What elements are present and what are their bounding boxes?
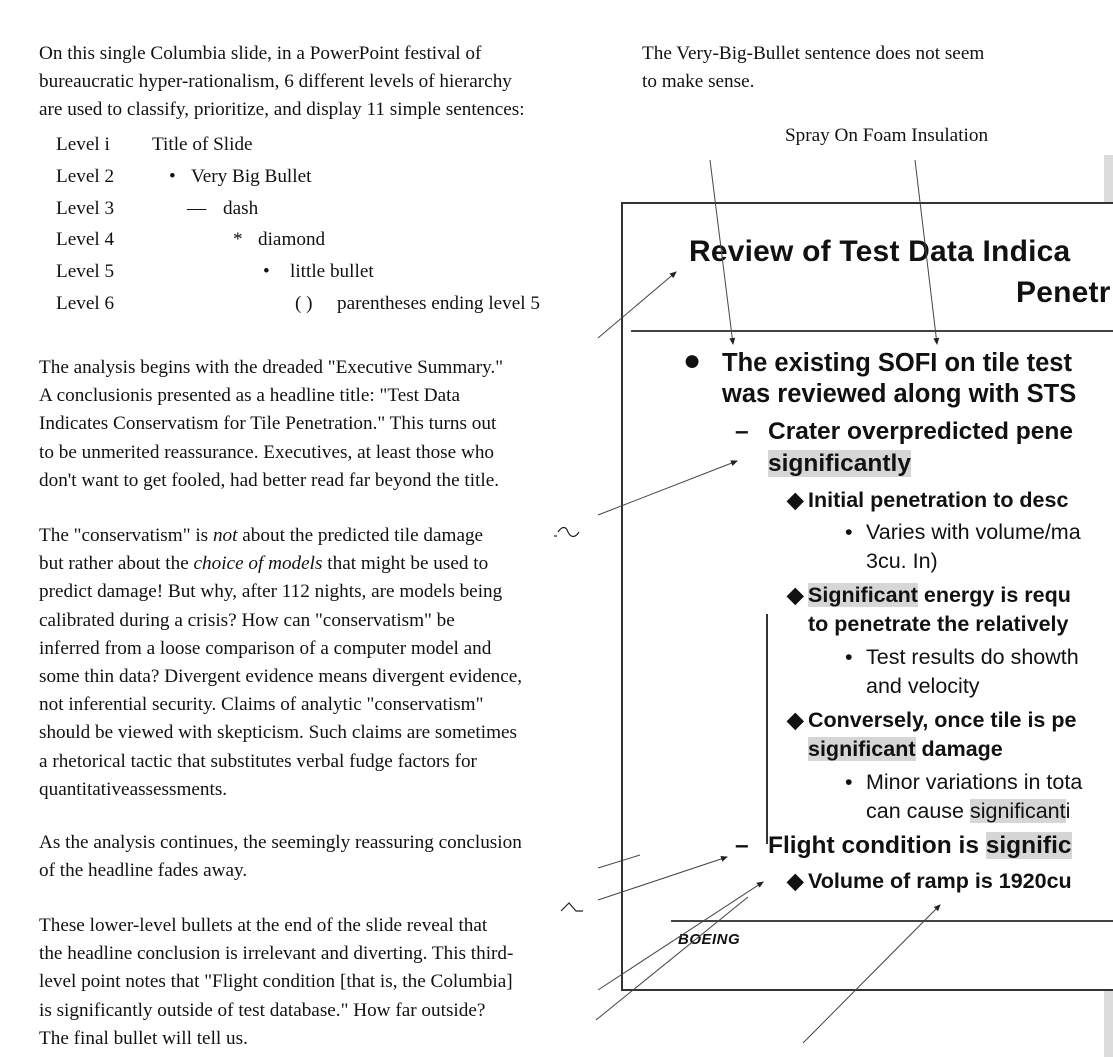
paragraph-line: level point notes that "Flight condition [that is, the Columbia] — [39, 971, 513, 993]
paragraph-line: These lower-level bullets at the end of the slide reveal that — [39, 915, 488, 936]
very-big-bullet-icon: ● — [683, 344, 702, 377]
spray-on-foam-label: Spray On Foam Insulation — [785, 125, 989, 146]
level-item — [169, 163, 311, 191]
headline-fades-paragraph — [39, 829, 584, 885]
l2-line: The existing SOFI on tile test — [722, 349, 1072, 377]
l3-line: Crater overpredicted pene — [768, 418, 1073, 445]
margin-bar — [766, 614, 768, 844]
paragraph-line: The analysis begins with the dreaded "Executive Summary." — [39, 357, 504, 378]
caption-line: The Very-Big-Bullet sentence does not seem — [642, 43, 985, 64]
paragraph-line: not inferential security. Claims of analytic "conservatism" — [39, 694, 484, 716]
level-row — [56, 290, 596, 322]
l4-line: Conversely, once tile is pe — [808, 708, 1077, 732]
diamond-icon: ◆ — [787, 708, 804, 732]
caption-line: to make sense. — [642, 71, 755, 93]
level-text: little bullet — [290, 261, 374, 283]
level-text: dash — [223, 197, 259, 219]
little-bullet-marker: • — [263, 261, 270, 283]
l5-line: Varies with volume/ma — [866, 520, 1081, 544]
bullet-marker: • — [169, 165, 176, 187]
level-item — [152, 131, 253, 159]
l5-line: 3cu. In) — [866, 549, 938, 573]
diamond-icon: ◆ — [787, 488, 804, 512]
l4-line: to penetrate the relatively — [808, 612, 1069, 636]
emphasis-text: choice of models — [193, 553, 323, 575]
paragraph-line: of the headline fades away. — [39, 860, 248, 882]
level-item — [295, 290, 540, 318]
paragraph-line: calibrated during a crisis? How can "conservatism" be — [39, 609, 455, 631]
level-name: Level 6 — [56, 292, 115, 314]
paragraph-line: should be viewed with skepticism. Such claims are sometimes — [39, 722, 518, 744]
boeing-logo: BOEING — [678, 931, 741, 948]
level-text: diamond — [258, 229, 326, 251]
level-name: Level i — [56, 134, 110, 155]
level-row — [56, 131, 596, 163]
slide-title-rule — [631, 330, 1113, 332]
paragraph-line: inferred from a loose comparison of a computer model and — [39, 637, 492, 659]
level-row — [56, 163, 596, 195]
paragraph-line: the headline conclusion is irrelevant and diverting. This third- — [39, 943, 514, 965]
level-text: Very Big Bullet — [191, 165, 312, 187]
little-bullet-icon: • — [845, 645, 853, 669]
paragraph-line: Indicates Conservatism for Tile Penetration." This turns out — [39, 413, 497, 435]
paragraph-text: that might be used to — [322, 553, 489, 575]
paragraph-text: The "conservatism" is — [39, 525, 213, 546]
level-row — [56, 258, 596, 290]
l4-line — [808, 734, 1003, 764]
level-row — [56, 195, 596, 227]
l5-line: and velocity — [866, 674, 980, 698]
slide-text: damage — [915, 737, 1003, 761]
paragraph-line: A conclusionis presented as a headline title: "Test Data — [39, 385, 461, 407]
slide-footer-rule — [671, 920, 1113, 922]
highlighted-text: significant — [969, 799, 1066, 823]
paragraph-line: quantitativeassessments. — [39, 778, 228, 800]
level-name: Level 4 — [56, 229, 115, 251]
paragraph-text: but rather about the — [39, 553, 194, 575]
level-name: Level 2 — [56, 165, 115, 187]
level-row — [56, 226, 596, 258]
l5-line: Minor variations in tota — [866, 770, 1083, 794]
level-item — [233, 226, 325, 254]
slide-text: Flight condition is — [768, 832, 986, 859]
level-item — [187, 195, 258, 223]
caret-mark — [561, 903, 583, 911]
little-bullet-icon: • — [845, 520, 853, 544]
very-big-bullet-caption — [642, 40, 1062, 96]
level-text: parentheses ending level 5 — [337, 292, 540, 314]
slide-title-line2: Penetr — [1016, 276, 1111, 309]
paragraph-line: As the analysis continues, the seemingly reassuring conclusion — [39, 832, 522, 853]
little-bullet-icon: • — [845, 770, 853, 794]
l5-line — [866, 796, 1070, 826]
level-text: Title of Slide — [152, 134, 253, 155]
paragraph-line: predict damage! But why, after 112 nights, are models being — [39, 581, 503, 603]
l4-line: Initial penetration to desc — [808, 488, 1069, 512]
hierarchy-levels-list — [56, 131, 596, 322]
l3-line — [768, 831, 1072, 861]
intro-line: On this single Columbia slide, in a PowerPoint festival of — [39, 43, 482, 64]
diamond-icon: ◆ — [787, 869, 804, 893]
intro-paragraph — [39, 40, 584, 125]
parentheses-marker: ( ) — [295, 292, 313, 314]
highlighted-text: Significant — [808, 583, 918, 607]
paragraph-line: to be unmerited reassurance. Executives, at least those who — [39, 441, 495, 463]
executive-summary-paragraph — [39, 354, 584, 495]
emphasis-text: not — [212, 525, 238, 546]
diamond-icon: ◆ — [787, 583, 804, 607]
slide-text: i — [1065, 799, 1071, 823]
level-item — [263, 258, 374, 286]
dash-marker: — — [187, 197, 207, 219]
dash-icon: – — [735, 832, 749, 859]
columbia-slide — [621, 202, 1113, 991]
paragraph-text: about the predicted tile damage — [237, 525, 484, 546]
level-name: Level 3 — [56, 197, 115, 219]
paragraph-line: some thin data? Divergent evidence means divergent evidence, — [39, 666, 523, 688]
intro-line: bureaucratic hyper-rationalism, 6 different levels of hierarchy — [39, 71, 512, 93]
slide-text: energy is requ — [917, 583, 1071, 607]
l5-line: Test results do showth — [866, 645, 1079, 669]
slide-title-line1: Review of Test Data Indica — [689, 235, 1071, 268]
paragraph-line: is significantly outside of test database." How far outside? — [39, 999, 486, 1021]
dash-icon: – — [735, 418, 749, 445]
highlighted-text: signific — [985, 832, 1072, 859]
paragraph-line: The final bullet will tell us. — [39, 1027, 248, 1049]
l3-line — [768, 449, 911, 479]
slide-text: can cause — [866, 799, 970, 823]
intro-line: are used to classify, prioritize, and display 11 simple sentences: — [39, 99, 525, 121]
paragraph-line: a rhetorical tactic that substitutes verbal fudge factors for — [39, 750, 477, 772]
diamond-marker: * — [233, 229, 243, 251]
l2-line: was reviewed along with STS — [722, 380, 1077, 408]
lower-bullets-paragraph — [39, 912, 584, 1053]
highlighted-text: significantly — [768, 450, 911, 477]
level-name: Level 5 — [56, 261, 115, 283]
conservatism-paragraph — [39, 522, 584, 804]
l4-line — [808, 580, 1071, 610]
highlighted-text: significant — [808, 737, 916, 761]
paragraph-line: don't want to get fooled, had better read far beyond the title. — [39, 469, 500, 491]
l4-line: Volume of ramp is 1920cu — [808, 869, 1072, 893]
